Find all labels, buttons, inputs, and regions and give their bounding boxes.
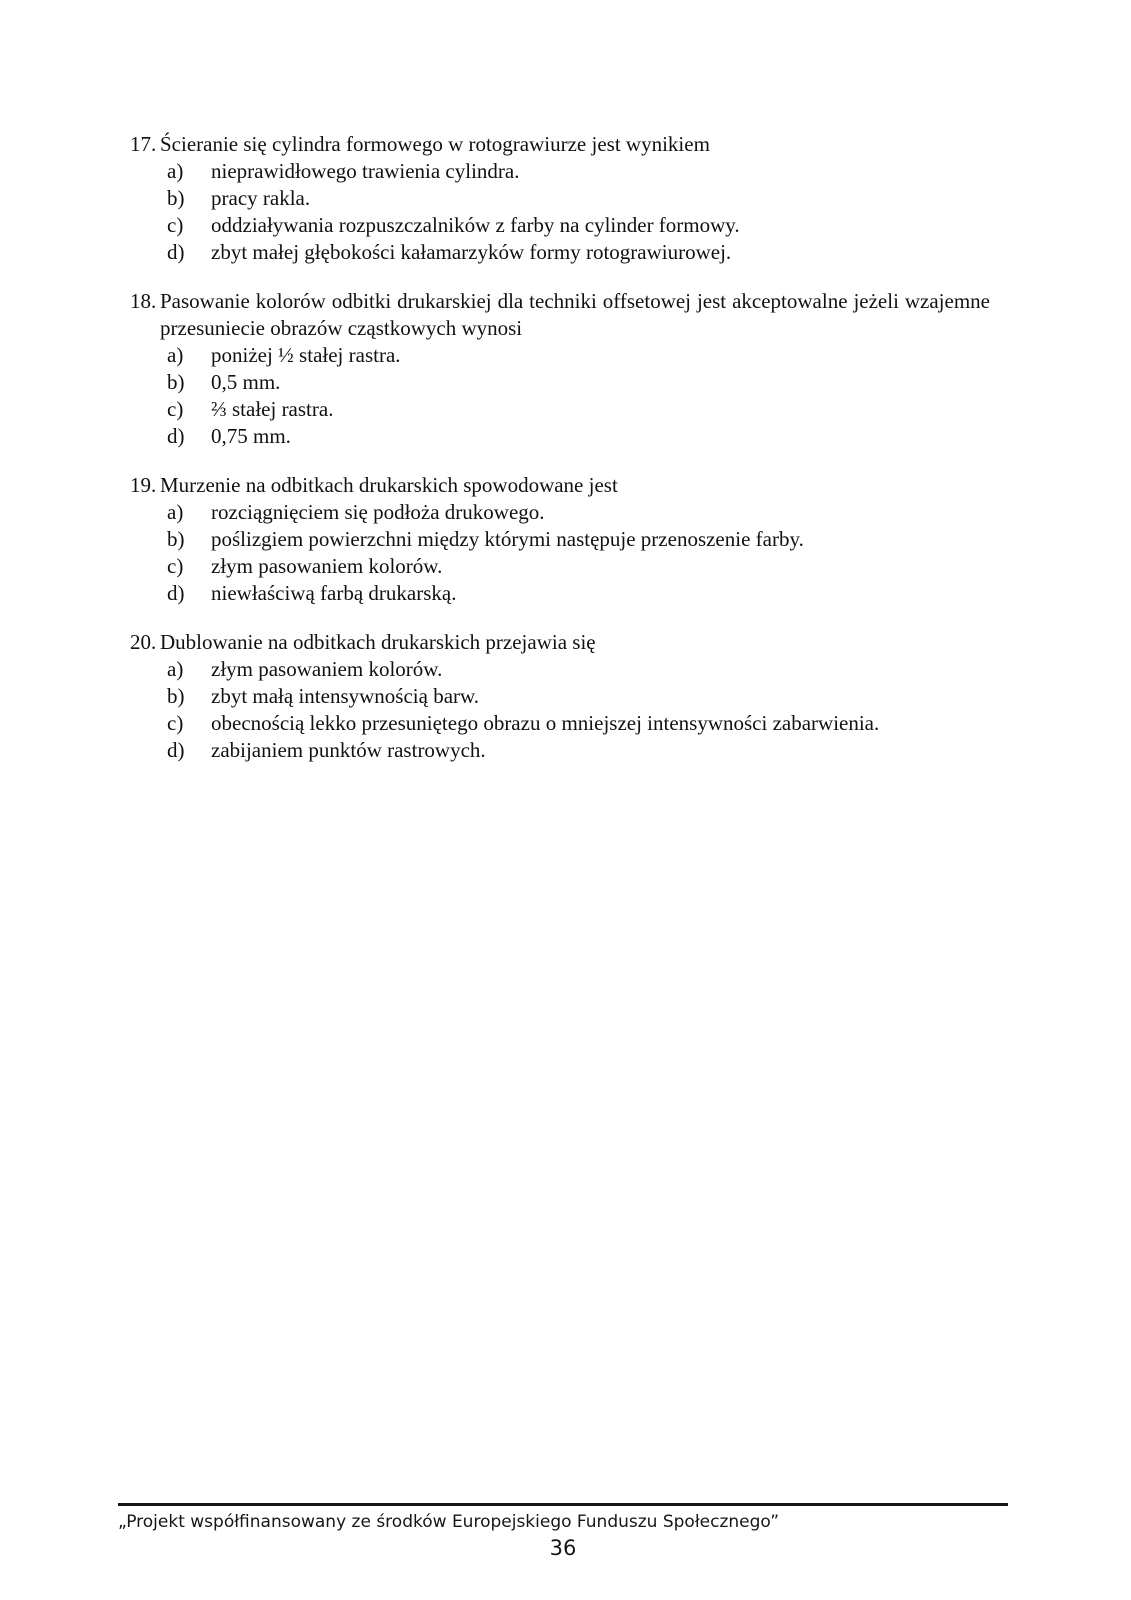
option-row (130, 212, 990, 239)
question-stem-text: Ścieranie się cylindra formowego w rotograwiurze jest wynikiem (160, 132, 710, 156)
question-stem (130, 472, 990, 499)
option-row (130, 656, 990, 683)
option-row (130, 239, 990, 266)
question-number: 17. (130, 132, 157, 156)
option-letter: b) (167, 186, 185, 210)
option-letter: c) (167, 711, 184, 735)
option-text: 0,75 mm. (211, 424, 291, 448)
question-stem-text: Murzenie na odbitkach drukarskich spowodowane jest (160, 473, 618, 497)
option-row (130, 423, 990, 450)
footer-funding-note: „Projekt współfinansowany ze środków Europejskiego Funduszu Społecznego” (118, 1512, 780, 1532)
question-number: 20. (130, 630, 157, 654)
option-letter: a) (167, 159, 184, 183)
option-text: 0,5 mm. (211, 370, 281, 394)
option-letter: b) (167, 684, 185, 708)
question-19 (130, 472, 990, 607)
question-stem (130, 288, 990, 342)
option-text: zbyt małą intensywnością barw. (211, 684, 480, 708)
option-text: złym pasowaniem kolorów. (211, 554, 443, 578)
option-letter: d) (167, 738, 185, 762)
option-letter: a) (167, 500, 184, 524)
option-letter: c) (167, 554, 184, 578)
option-letter: c) (167, 213, 184, 237)
question-20 (130, 629, 990, 764)
option-row (130, 526, 990, 553)
option-text: zbyt małej głębokości kałamarzyków formy rotograwiurowej. (211, 240, 732, 264)
option-text: poniżej ½ stałej rastra. (211, 343, 401, 367)
option-letter: d) (167, 581, 185, 605)
option-letter: d) (167, 240, 185, 264)
option-letter: c) (167, 397, 184, 421)
option-row (130, 580, 990, 607)
option-text: zabijaniem punktów rastrowych. (211, 738, 486, 762)
option-text: nieprawidłowego trawienia cylindra. (211, 159, 520, 183)
option-letter: d) (167, 424, 185, 448)
question-17 (130, 131, 990, 266)
questions-list (130, 131, 990, 786)
option-text: rozciągnięciem się podłoża drukowego. (211, 500, 545, 524)
option-letter: a) (167, 657, 184, 681)
page-number: 36 (549, 1536, 577, 1560)
option-row (130, 737, 990, 764)
option-row (130, 158, 990, 185)
footer-divider (118, 1503, 1008, 1506)
option-row (130, 683, 990, 710)
question-stem-text: Dublowanie na odbitkach drukarskich przejawia się (160, 630, 596, 654)
option-row (130, 499, 990, 526)
question-stem (130, 629, 990, 656)
option-text: obecnością lekko przesuniętego obrazu o mniejszej intensywności zabarwienia. (211, 711, 880, 735)
option-row (130, 342, 990, 369)
option-letter: b) (167, 527, 185, 551)
option-text: ⅔ stałej rastra. (211, 397, 334, 421)
question-stem-text: Pasowanie kolorów odbitki drukarskiej dla techniki offsetowej jest akceptowalne jeżeli wzajemne przesuniecie obrazów cząstkowych wynosi (160, 289, 990, 340)
question-number: 19. (130, 473, 157, 497)
option-row (130, 185, 990, 212)
question-stem (130, 131, 990, 158)
option-text: poślizgiem powierzchni między którymi następuje przenoszenie farby. (211, 527, 804, 551)
option-row (130, 710, 990, 737)
option-text: pracy rakla. (211, 186, 311, 210)
option-text: niewłaściwą farbą drukarską. (211, 581, 457, 605)
question-18 (130, 288, 990, 450)
option-text: oddziaływania rozpuszczalników z farby na cylinder formowy. (211, 213, 740, 237)
option-row (130, 553, 990, 580)
option-text: złym pasowaniem kolorów. (211, 657, 443, 681)
question-number: 18. (130, 289, 157, 313)
option-letter: a) (167, 343, 184, 367)
option-row (130, 396, 990, 423)
option-row (130, 369, 990, 396)
option-letter: b) (167, 370, 185, 394)
